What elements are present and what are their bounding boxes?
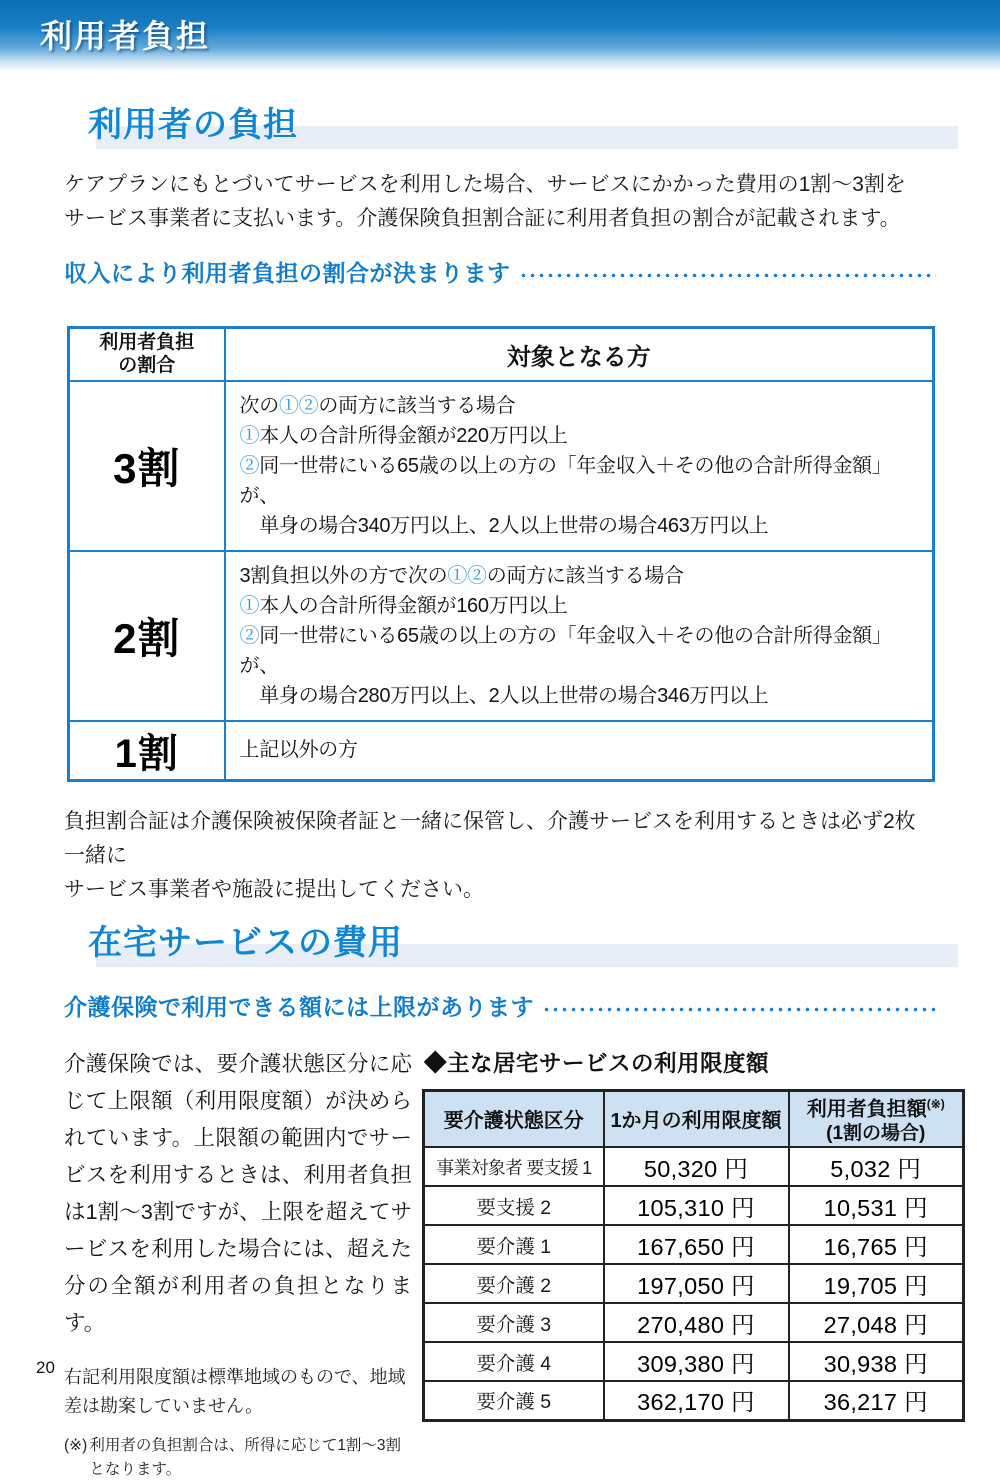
- asterisk-note: [64, 1434, 412, 1482]
- section-heading-user-burden: [88, 102, 958, 150]
- dotted-leader: [542, 1007, 936, 1012]
- burden-rate-cell: 3割: [69, 381, 225, 551]
- page-header-banner: [0, 0, 1000, 72]
- table-row: [69, 551, 934, 721]
- intro-line-2: サービス事業者に支払います。介護保険負担割合証に利用者負担の割合が記載されます。: [64, 207, 901, 230]
- page-number: 20: [36, 1358, 55, 1377]
- asterisk-marker: (※): [64, 1436, 88, 1454]
- limit-cell: 50,320 円: [604, 1147, 789, 1186]
- subheading-text: 介護保険で利用できる額には上限があります: [64, 993, 534, 1020]
- table-row: [424, 1342, 964, 1381]
- limit-cell: 309,380 円: [604, 1342, 789, 1381]
- burden-ratio-table: [67, 326, 935, 782]
- two-column-area: [64, 1046, 958, 1482]
- col-header-user-copay: [789, 1090, 964, 1147]
- asterisk-note-text: 利用者の負担割合は、所得に応じて1割～3割となります。: [89, 1436, 402, 1478]
- copay-cell: 36,217 円: [789, 1381, 964, 1420]
- col-header-care-level: 要介護状態区分: [424, 1090, 604, 1147]
- table-row: [424, 1303, 964, 1342]
- table-header-row: [69, 328, 934, 381]
- table-row: [424, 1147, 964, 1186]
- certificate-note-paragraph: [64, 805, 936, 907]
- intro-line-1: ケアプランにもとづいてサービスを利用した場合、サービスにかかった費用の1割～3割を: [64, 173, 906, 196]
- right-column: [412, 1046, 965, 1482]
- care-level-cell: 事業対象者 要支援 1: [424, 1147, 604, 1186]
- care-level-cell: 要介護 3: [424, 1303, 604, 1342]
- table-row: [424, 1186, 964, 1225]
- col-header-burden-ratio: [69, 328, 225, 381]
- copay-cell: 10,531 円: [789, 1186, 964, 1225]
- table-row: [69, 721, 934, 781]
- copay-header-sub: (1割の場合): [826, 1122, 926, 1144]
- care-level-cell: 要介護 1: [424, 1225, 604, 1264]
- burden-criteria-cell: 上記以外の方: [225, 721, 934, 781]
- dotted-leader: [519, 273, 937, 278]
- table-row: [69, 381, 934, 551]
- burden-criteria-cell: 3割負担以外の方で次の①②の両方に該当する場合 ①本人の合計所得金額が160万円以上 ②同一世帯にいる65歳の以上の方の「年金収入＋その他の合計所得金額」が、 単身の場合280万円以上、2人以上世帯の場合346万円以上: [225, 551, 934, 721]
- burden-rate-cell: 1割: [69, 721, 225, 781]
- limit-table-title: ◆主な居宅サービスの利用限度額: [424, 1050, 770, 1076]
- col-header-monthly-limit: 1か月の利用限度額: [604, 1090, 789, 1147]
- col-header-line2: の割合: [118, 355, 176, 377]
- limit-cell: 197,050 円: [604, 1264, 789, 1303]
- col-header-line1: 利用者負担: [99, 332, 195, 354]
- burden-rate-cell: 2割: [69, 551, 225, 721]
- care-level-cell: 要介護 2: [424, 1264, 604, 1303]
- limit-cell: 167,650 円: [604, 1225, 789, 1264]
- copay-cell: 27,048 円: [789, 1303, 964, 1342]
- care-level-cell: 要支援 2: [424, 1186, 604, 1225]
- copay-cell: 5,032 円: [789, 1147, 964, 1186]
- left-column: [64, 1046, 412, 1482]
- page-header-title: 利用者負担: [40, 18, 211, 54]
- certificate-note-line-2: サービス事業者や施設に提出してください。: [64, 877, 484, 901]
- copay-header-sup: (※): [926, 1096, 945, 1111]
- burden-criteria-cell: 次の①②の両方に該当する場合 ①本人の合計所得金額が220万円以上 ②同一世帯にいる65歳の以上の方の「年金収入＋その他の合計所得金額」が、 単身の場合340万円以上、2人以上世帯の場合463万円以上: [225, 381, 934, 551]
- table-header-row: [424, 1090, 964, 1147]
- subheading-text: 収入により利用者負担の割合が決まります: [64, 260, 511, 286]
- care-level-cell: 要介護 4: [424, 1342, 604, 1381]
- table-row: [424, 1264, 964, 1303]
- copay-cell: 16,765 円: [789, 1225, 964, 1264]
- service-limit-table: [422, 1089, 965, 1422]
- section-heading-text: 在宅サービスの費用: [88, 923, 403, 962]
- certificate-note-line-1: 負担割合証は介護保険被保険者証と一緒に保管し、介護サービスを利用するときは必ず2枚一緒に: [64, 809, 916, 867]
- limit-cell: 362,170 円: [604, 1381, 789, 1420]
- subheading-limit-exists: [64, 989, 936, 1022]
- copay-cell: 19,705 円: [789, 1264, 964, 1303]
- copay-header-main: 利用者負担額: [806, 1098, 927, 1121]
- col-header-target: 対象となる方: [225, 328, 934, 381]
- standard-area-note: 右記利用限度額は標準地域のもので、地域差は勘案していません。: [64, 1366, 406, 1416]
- copay-cell: 30,938 円: [789, 1342, 964, 1381]
- table-row: [424, 1381, 964, 1420]
- intro-paragraph: [64, 168, 936, 236]
- subheading-income-ratio: [64, 255, 936, 288]
- limit-cell: 270,480 円: [604, 1303, 789, 1342]
- section-heading-text: 利用者の負担: [88, 106, 298, 144]
- limit-explanation-text: 介護保険では、要介護状態区分に応じて上限額（利用限度額）が決められています。上限額の範囲内でサービスを利用するときは、利用者負担は1割～3割ですが、上限を超えてサービスを利用した場合には、超えた分の全額が利用者の負担となります。: [64, 1051, 412, 1335]
- care-level-cell: 要介護 5: [424, 1381, 604, 1420]
- table-row: [424, 1225, 964, 1264]
- section-heading-home-service-cost: [88, 920, 958, 968]
- limit-cell: 105,310 円: [604, 1186, 789, 1225]
